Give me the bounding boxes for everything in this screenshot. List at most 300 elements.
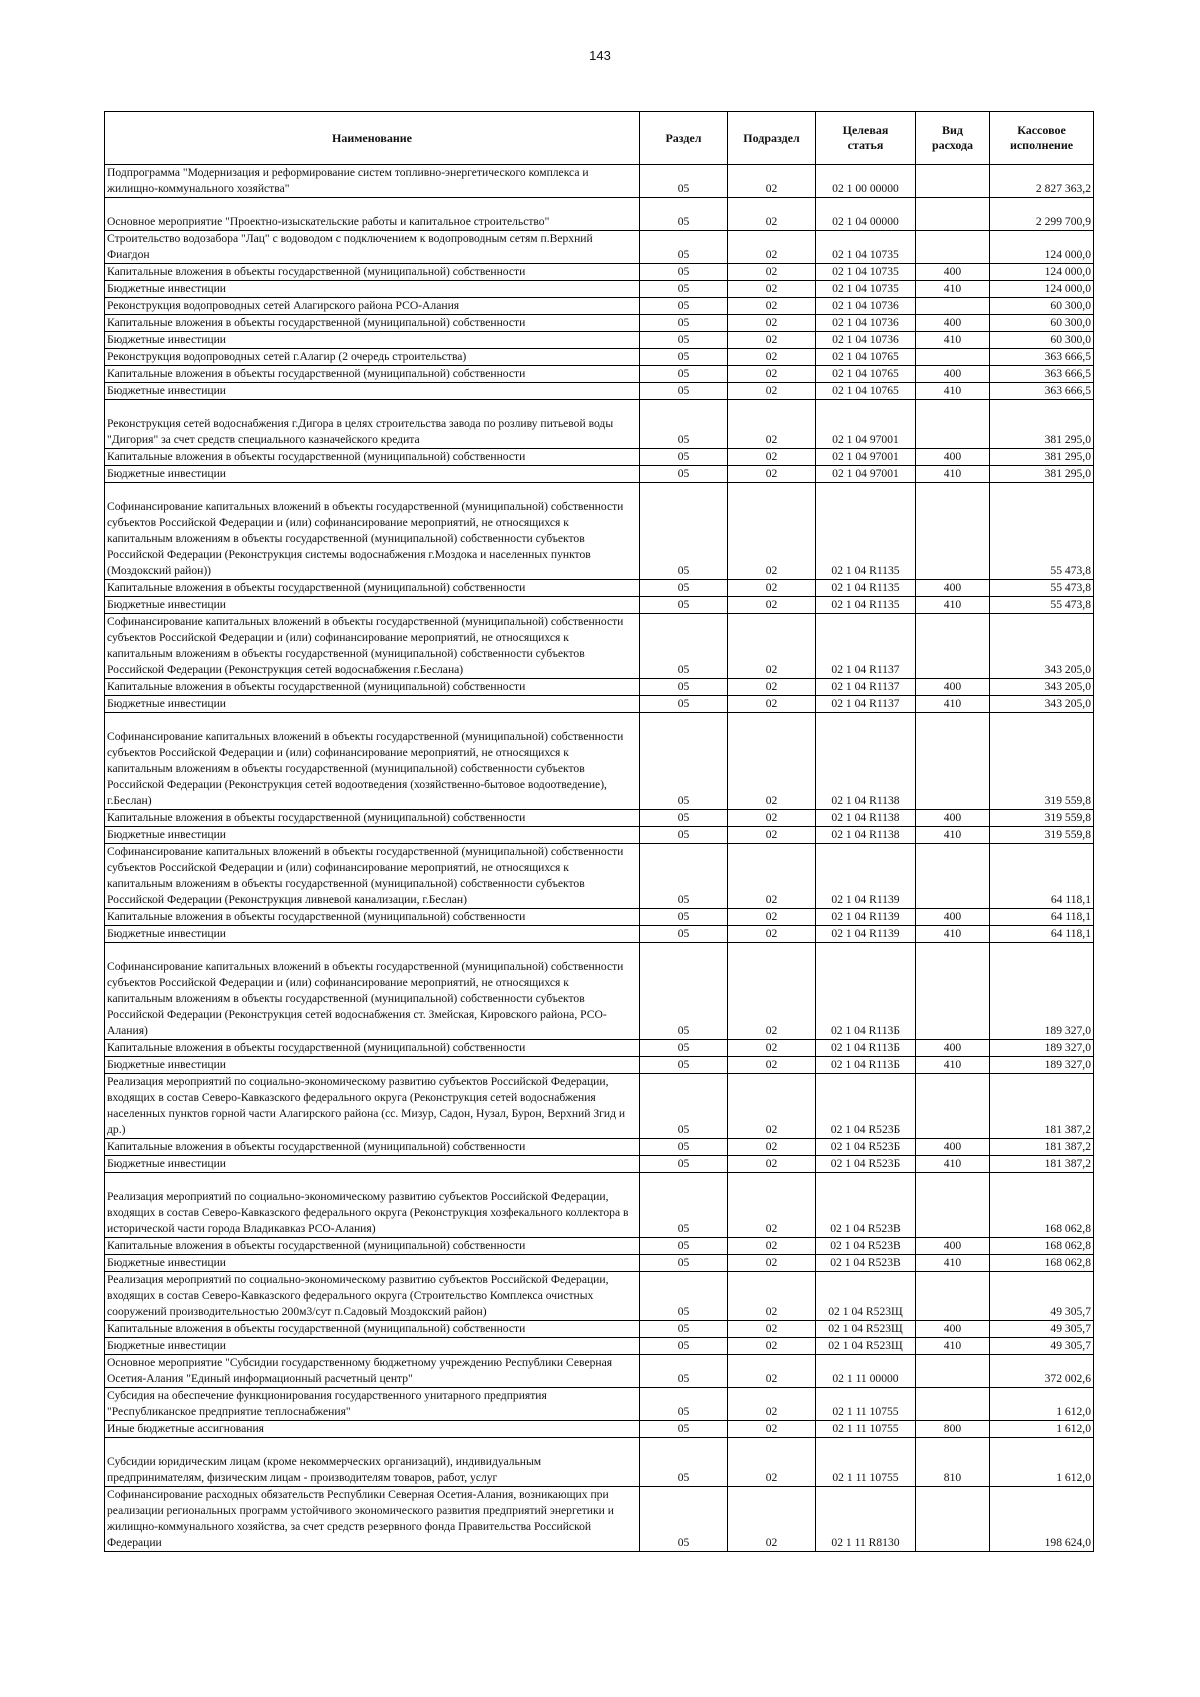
row-name: Бюджетные инвестиции: [105, 1156, 640, 1173]
row-amount: 181 387,2: [990, 1156, 1094, 1173]
row-expense-type: 400: [916, 1040, 990, 1057]
row-section: 05: [640, 614, 728, 679]
row-amount: 343 205,0: [990, 614, 1094, 679]
row-amount: 64 118,1: [990, 909, 1094, 926]
row-expense-type: 400: [916, 264, 990, 281]
header-name: Наименование: [105, 112, 640, 165]
table-row: [105, 909, 1094, 926]
row-subsection: 02: [728, 1057, 816, 1074]
row-target-code: 02 1 04 R1139: [816, 844, 916, 909]
row-subsection: 02: [728, 696, 816, 713]
row-target-code: 02 1 04 R1137: [816, 679, 916, 696]
row-section: 05: [640, 1438, 728, 1487]
row-amount: 181 387,2: [990, 1074, 1094, 1139]
row-subsection: 02: [728, 165, 816, 198]
row-target-code: 02 1 04 10736: [816, 315, 916, 332]
row-amount: 124 000,0: [990, 264, 1094, 281]
row-amount: 60 300,0: [990, 332, 1094, 349]
row-name: Бюджетные инвестиции: [105, 1057, 640, 1074]
row-subsection: 02: [728, 844, 816, 909]
row-section: 05: [640, 349, 728, 366]
row-name: Капитальные вложения в объекты государственной (муниципальной) собственности: [105, 315, 640, 332]
table-row: [105, 810, 1094, 827]
row-expense-type: 410: [916, 926, 990, 943]
row-subsection: 02: [728, 1173, 816, 1238]
header-target-line1: Целевая: [842, 123, 889, 137]
row-target-code: 02 1 04 00000: [816, 198, 916, 231]
row-amount: 2 299 700,9: [990, 198, 1094, 231]
row-section: 05: [640, 679, 728, 696]
row-subsection: 02: [728, 1487, 816, 1552]
row-amount: 363 666,5: [990, 366, 1094, 383]
row-expense-type: [916, 943, 990, 1040]
header-target-article: [816, 112, 916, 165]
row-section: 05: [640, 315, 728, 332]
row-expense-type: 400: [916, 1139, 990, 1156]
table-row: [105, 696, 1094, 713]
row-expense-type: 810: [916, 1438, 990, 1487]
row-section: 05: [640, 943, 728, 1040]
row-amount: 189 327,0: [990, 943, 1094, 1040]
table-row: [105, 1040, 1094, 1057]
row-target-code: 02 1 11 R8130: [816, 1487, 916, 1552]
row-amount: 343 205,0: [990, 696, 1094, 713]
row-expense-type: [916, 713, 990, 810]
row-amount: 124 000,0: [990, 231, 1094, 264]
row-expense-type: 400: [916, 1321, 990, 1338]
row-subsection: 02: [728, 332, 816, 349]
row-section: 05: [640, 1355, 728, 1388]
row-expense-type: [916, 1487, 990, 1552]
row-amount: 181 387,2: [990, 1139, 1094, 1156]
row-subsection: 02: [728, 827, 816, 844]
row-target-code: 02 1 04 R1138: [816, 810, 916, 827]
table-row: [105, 400, 1094, 449]
row-amount: 319 559,8: [990, 713, 1094, 810]
row-subsection: 02: [728, 1040, 816, 1057]
row-expense-type: 400: [916, 909, 990, 926]
row-target-code: 02 1 04 R1137: [816, 614, 916, 679]
row-target-code: 02 1 00 00000: [816, 165, 916, 198]
row-name: Реализация мероприятий по социально-экономическому развитию субъектов Российской Федерации, входящих в состав Северо-Кавказского федерального округа (Реконструкция сетей водоснабжения населенных пунктов горной части Алагирского района (сс. Мизур, Садон, Нузал, Бурон, Верхний Згид и др.): [105, 1074, 640, 1139]
row-amount: 189 327,0: [990, 1040, 1094, 1057]
row-subsection: 02: [728, 198, 816, 231]
row-expense-type: [916, 1388, 990, 1421]
table-row: [105, 844, 1094, 909]
row-target-code: 02 1 11 10755: [816, 1438, 916, 1487]
row-amount: 168 062,8: [990, 1173, 1094, 1238]
table-row: [105, 231, 1094, 264]
row-expense-type: [916, 1074, 990, 1139]
row-section: 05: [640, 926, 728, 943]
row-amount: 343 205,0: [990, 679, 1094, 696]
row-expense-type: 800: [916, 1421, 990, 1438]
row-expense-type: [916, 298, 990, 315]
table-row: [105, 580, 1094, 597]
row-section: 05: [640, 332, 728, 349]
row-section: 05: [640, 1057, 728, 1074]
row-section: 05: [640, 1338, 728, 1355]
row-expense-type: 410: [916, 281, 990, 298]
row-subsection: 02: [728, 466, 816, 483]
row-name: Основное мероприятие "Проектно-изыскательские работы и капитальное строительство": [105, 198, 640, 231]
row-expense-type: [916, 198, 990, 231]
row-expense-type: [916, 1272, 990, 1321]
row-target-code: 02 1 04 R1135: [816, 483, 916, 580]
row-expense-type: [916, 1355, 990, 1388]
row-expense-type: [916, 165, 990, 198]
row-subsection: 02: [728, 943, 816, 1040]
header-cash-execution: [990, 112, 1094, 165]
row-amount: 189 327,0: [990, 1057, 1094, 1074]
row-subsection: 02: [728, 679, 816, 696]
row-subsection: 02: [728, 264, 816, 281]
row-subsection: 02: [728, 383, 816, 400]
row-name: Софинансирование расходных обязательств Республики Северная Осетия-Алания, возникающих при реализации региональных программ устойчивого экономического развития предприятий энергетики и жилищно-коммунального хозяйства, за счет средств резервного фонда Правительства Российской Федерации: [105, 1487, 640, 1552]
row-target-code: 02 1 11 00000: [816, 1355, 916, 1388]
table-row: [105, 315, 1094, 332]
row-target-code: 02 1 04 R523Щ: [816, 1272, 916, 1321]
row-subsection: 02: [728, 810, 816, 827]
row-amount: 319 559,8: [990, 827, 1094, 844]
row-subsection: 02: [728, 926, 816, 943]
row-name: Строительство водозабора "Лац" с водоводом с подключением к водопроводным сетям п.Верхний Фиагдон: [105, 231, 640, 264]
row-target-code: 02 1 04 R1138: [816, 713, 916, 810]
row-target-code: 02 1 04 97001: [816, 400, 916, 449]
row-name: Реконструкция водопроводных сетей г.Алагир (2 очередь строительства): [105, 349, 640, 366]
row-subsection: 02: [728, 231, 816, 264]
table-row: [105, 597, 1094, 614]
header-type-line1: Вид: [942, 123, 963, 137]
row-section: 05: [640, 483, 728, 580]
header-expense-type: [916, 112, 990, 165]
table-row: [105, 1438, 1094, 1487]
row-section: 05: [640, 827, 728, 844]
row-amount: 60 300,0: [990, 315, 1094, 332]
row-name: Бюджетные инвестиции: [105, 827, 640, 844]
row-expense-type: [916, 400, 990, 449]
row-section: 05: [640, 198, 728, 231]
row-section: 05: [640, 1487, 728, 1552]
row-subsection: 02: [728, 1388, 816, 1421]
row-subsection: 02: [728, 1156, 816, 1173]
row-name: Бюджетные инвестиции: [105, 1255, 640, 1272]
row-expense-type: 410: [916, 827, 990, 844]
row-section: 05: [640, 1421, 728, 1438]
header-subsection: Подраздел: [728, 112, 816, 165]
table-row: [105, 1173, 1094, 1238]
header-type-line2: расхода: [931, 138, 974, 152]
row-target-code: 02 1 04 97001: [816, 449, 916, 466]
row-expense-type: [916, 231, 990, 264]
row-section: 05: [640, 383, 728, 400]
row-amount: 168 062,8: [990, 1238, 1094, 1255]
table-row: [105, 1156, 1094, 1173]
row-amount: 198 624,0: [990, 1487, 1094, 1552]
row-target-code: 02 1 04 R1135: [816, 597, 916, 614]
header-amount-line2: исполнение: [1009, 138, 1074, 152]
table-row: [105, 366, 1094, 383]
row-name: Реконструкция сетей водоснабжения г.Дигора в целях строительства завода по розливу питьевой воды "Дигория" за счет средств специального казначейского кредита: [105, 400, 640, 449]
row-subsection: 02: [728, 315, 816, 332]
row-name: Капитальные вложения в объекты государственной (муниципальной) собственности: [105, 679, 640, 696]
table-row: [105, 1139, 1094, 1156]
row-name: Реализация мероприятий по социально-экономическому развитию субъектов Российской Федерации, входящих в состав Северо-Кавказского федерального округа (Реконструкция хозфекального коллектора в исторической части города Владикавказ РСО-Алания): [105, 1173, 640, 1238]
row-name: Бюджетные инвестиции: [105, 281, 640, 298]
header-section: Раздел: [640, 112, 728, 165]
row-section: 05: [640, 165, 728, 198]
row-amount: 64 118,1: [990, 926, 1094, 943]
row-subsection: 02: [728, 1074, 816, 1139]
row-section: 05: [640, 1388, 728, 1421]
row-section: 05: [640, 1139, 728, 1156]
table-row: [105, 1272, 1094, 1321]
table-row: [105, 1057, 1094, 1074]
row-section: 05: [640, 1040, 728, 1057]
row-target-code: 02 1 04 97001: [816, 466, 916, 483]
table-row: [105, 483, 1094, 580]
row-subsection: 02: [728, 1321, 816, 1338]
row-expense-type: 410: [916, 1057, 990, 1074]
table-row: [105, 1255, 1094, 1272]
row-target-code: 02 1 04 10765: [816, 349, 916, 366]
row-expense-type: 410: [916, 696, 990, 713]
row-section: 05: [640, 696, 728, 713]
row-expense-type: [916, 483, 990, 580]
table-row: [105, 614, 1094, 679]
row-subsection: 02: [728, 366, 816, 383]
row-name: Бюджетные инвестиции: [105, 383, 640, 400]
row-section: 05: [640, 909, 728, 926]
row-target-code: 02 1 04 R523Б: [816, 1074, 916, 1139]
row-section: 05: [640, 366, 728, 383]
row-amount: 2 827 363,2: [990, 165, 1094, 198]
table-row: [105, 1074, 1094, 1139]
row-target-code: 02 1 04 R1139: [816, 909, 916, 926]
row-name: Иные бюджетные ассигнования: [105, 1421, 640, 1438]
row-subsection: 02: [728, 349, 816, 366]
row-expense-type: 410: [916, 1338, 990, 1355]
row-amount: 60 300,0: [990, 298, 1094, 315]
row-name: Реализация мероприятий по социально-экономическому развитию субъектов Российской Федерации, входящих в состав Северо-Кавказского федерального округа (Строительство Комплекса очистных сооружений производительностью 200м3/сут п.Садовый Моздокский район): [105, 1272, 640, 1321]
row-expense-type: 410: [916, 1156, 990, 1173]
row-section: 05: [640, 1321, 728, 1338]
row-name: Капитальные вложения в объекты государственной (муниципальной) собственности: [105, 1238, 640, 1255]
row-target-code: 02 1 04 R113Б: [816, 943, 916, 1040]
row-target-code: 02 1 11 10755: [816, 1388, 916, 1421]
row-section: 05: [640, 400, 728, 449]
row-expense-type: 400: [916, 810, 990, 827]
row-section: 05: [640, 1238, 728, 1255]
row-name: Капитальные вложения в объекты государственной (муниципальной) собственности: [105, 264, 640, 281]
row-expense-type: [916, 614, 990, 679]
row-section: 05: [640, 580, 728, 597]
row-name: Реконструкция водопроводных сетей Алагирского района РСО-Алания: [105, 298, 640, 315]
table-row: [105, 713, 1094, 810]
row-name: Софинансирование капитальных вложений в объекты государственной (муниципальной) собственности субъектов Российской Федерации и (или) софинансирование мероприятий, не относящихся к капитальным вложениям в объекты государственной (муниципальной) собственности субъектов Российской Федерации (Реконструкция системы водоснабжения г.Моздока и населенных пунктов (Моздокский район)): [105, 483, 640, 580]
table-row: [105, 1338, 1094, 1355]
row-name: Капитальные вложения в объекты государственной (муниципальной) собственности: [105, 1139, 640, 1156]
row-section: 05: [640, 1173, 728, 1238]
row-target-code: 02 1 04 10736: [816, 298, 916, 315]
table-row: [105, 1238, 1094, 1255]
row-name: Бюджетные инвестиции: [105, 597, 640, 614]
table-row: [105, 827, 1094, 844]
row-target-code: 02 1 04 R113Б: [816, 1040, 916, 1057]
row-name: Софинансирование капитальных вложений в объекты государственной (муниципальной) собственности субъектов Российской Федерации и (или) софинансирование мероприятий, не относящихся к капитальным вложениям в объекты государственной (муниципальной) собственности субъектов Российской Федерации (Реконструкция сетей водоснабжения г.Беслана): [105, 614, 640, 679]
row-amount: 49 305,7: [990, 1338, 1094, 1355]
row-amount: 1 612,0: [990, 1438, 1094, 1487]
row-section: 05: [640, 281, 728, 298]
table-row: [105, 332, 1094, 349]
row-expense-type: 410: [916, 1255, 990, 1272]
row-name: Капитальные вложения в объекты государственной (муниципальной) собственности: [105, 449, 640, 466]
row-target-code: 02 1 04 R523Б: [816, 1139, 916, 1156]
table-row: [105, 298, 1094, 315]
row-target-code: 02 1 04 R523Б: [816, 1156, 916, 1173]
row-section: 05: [640, 449, 728, 466]
row-target-code: 02 1 04 R113Б: [816, 1057, 916, 1074]
row-subsection: 02: [728, 713, 816, 810]
table-row: [105, 1487, 1094, 1552]
row-name: Софинансирование капитальных вложений в объекты государственной (муниципальной) собственности субъектов Российской Федерации и (или) софинансирование мероприятий, не относящихся к капитальным вложениям в объекты государственной (муниципальной) собственности субъектов Российской Федерации (Реконструкция сетей водоснабжения ст. Змейская, Кировского района, РСО-Алания): [105, 943, 640, 1040]
row-name: Капитальные вложения в объекты государственной (муниципальной) собственности: [105, 810, 640, 827]
table-row: [105, 926, 1094, 943]
row-expense-type: 410: [916, 466, 990, 483]
row-subsection: 02: [728, 580, 816, 597]
row-amount: 381 295,0: [990, 400, 1094, 449]
table-row: [105, 1321, 1094, 1338]
table-row: [105, 449, 1094, 466]
row-expense-type: 410: [916, 597, 990, 614]
row-section: 05: [640, 466, 728, 483]
row-name: Бюджетные инвестиции: [105, 1338, 640, 1355]
row-expense-type: [916, 844, 990, 909]
row-amount: 55 473,8: [990, 483, 1094, 580]
table-row: [105, 281, 1094, 298]
row-section: 05: [640, 844, 728, 909]
table-row: [105, 383, 1094, 400]
row-expense-type: 400: [916, 679, 990, 696]
row-subsection: 02: [728, 400, 816, 449]
row-expense-type: [916, 349, 990, 366]
row-name: Субсидия на обеспечение функционирования государственного унитарного предприятия "Республиканское предприятие теплоснабжения": [105, 1388, 640, 1421]
row-expense-type: [916, 1173, 990, 1238]
row-target-code: 02 1 04 10735: [816, 281, 916, 298]
row-amount: 363 666,5: [990, 383, 1094, 400]
row-subsection: 02: [728, 1338, 816, 1355]
row-name: Софинансирование капитальных вложений в объекты государственной (муниципальной) собственности субъектов Российской Федерации и (или) софинансирование мероприятий, не относящихся к капитальным вложениям в объекты государственной (муниципальной) собственности субъектов Российской Федерации (Реконструкция ливневой канализации, г.Беслан): [105, 844, 640, 909]
row-name: Капитальные вложения в объекты государственной (муниципальной) собственности: [105, 909, 640, 926]
row-amount: 124 000,0: [990, 281, 1094, 298]
header-target-line2: статья: [847, 138, 884, 152]
row-expense-type: 400: [916, 315, 990, 332]
budget-table: [104, 111, 1094, 1552]
row-amount: 363 666,5: [990, 349, 1094, 366]
row-amount: 1 612,0: [990, 1388, 1094, 1421]
row-name: Подпрограмма "Модернизация и реформирование систем топливно-энергетического комплекса и жилищно-коммунального хозяйства": [105, 165, 640, 198]
row-subsection: 02: [728, 614, 816, 679]
row-target-code: 02 1 04 10736: [816, 332, 916, 349]
row-target-code: 02 1 04 10765: [816, 366, 916, 383]
row-subsection: 02: [728, 1355, 816, 1388]
row-name: Капитальные вложения в объекты государственной (муниципальной) собственности: [105, 366, 640, 383]
row-amount: 49 305,7: [990, 1321, 1094, 1338]
row-target-code: 02 1 04 R1137: [816, 696, 916, 713]
row-expense-type: 400: [916, 449, 990, 466]
row-subsection: 02: [728, 597, 816, 614]
row-target-code: 02 1 04 R1135: [816, 580, 916, 597]
row-name: Субсидии юридическим лицам (кроме некоммерческих организаций), индивидуальным предпринимателям, физическим лицам - производителям товаров, работ, услуг: [105, 1438, 640, 1487]
row-subsection: 02: [728, 1421, 816, 1438]
row-section: 05: [640, 298, 728, 315]
row-expense-type: 410: [916, 332, 990, 349]
row-expense-type: 410: [916, 383, 990, 400]
row-subsection: 02: [728, 1139, 816, 1156]
row-section: 05: [640, 597, 728, 614]
page-number: 143: [589, 48, 611, 63]
table-row: [105, 198, 1094, 231]
row-section: 05: [640, 1272, 728, 1321]
row-subsection: 02: [728, 1438, 816, 1487]
row-amount: 168 062,8: [990, 1255, 1094, 1272]
table-row: [105, 679, 1094, 696]
row-target-code: 02 1 04 R523В: [816, 1173, 916, 1238]
row-subsection: 02: [728, 909, 816, 926]
row-name: Бюджетные инвестиции: [105, 332, 640, 349]
table-row: [105, 943, 1094, 1040]
table-body: [105, 165, 1094, 1552]
row-subsection: 02: [728, 281, 816, 298]
table-row: [105, 264, 1094, 281]
row-section: 05: [640, 231, 728, 264]
row-expense-type: 400: [916, 1238, 990, 1255]
row-target-code: 02 1 04 R523В: [816, 1238, 916, 1255]
table-row: [105, 466, 1094, 483]
row-target-code: 02 1 04 10765: [816, 383, 916, 400]
table-header-row: [105, 112, 1094, 165]
row-subsection: 02: [728, 1255, 816, 1272]
table-row: [105, 1388, 1094, 1421]
row-amount: 381 295,0: [990, 466, 1094, 483]
row-name: Основное мероприятие "Субсидии государственному бюджетному учреждению Республики Северная Осетия-Алания "Единый информационный расчетный центр": [105, 1355, 640, 1388]
row-target-code: 02 1 11 10755: [816, 1421, 916, 1438]
row-amount: 55 473,8: [990, 597, 1094, 614]
row-amount: 49 305,7: [990, 1272, 1094, 1321]
row-expense-type: 400: [916, 580, 990, 597]
row-subsection: 02: [728, 1272, 816, 1321]
row-amount: 64 118,1: [990, 844, 1094, 909]
row-name: Капитальные вложения в объекты государственной (муниципальной) собственности: [105, 580, 640, 597]
row-section: 05: [640, 1156, 728, 1173]
row-subsection: 02: [728, 298, 816, 315]
row-name: Софинансирование капитальных вложений в объекты государственной (муниципальной) собственности субъектов Российской Федерации и (или) софинансирование мероприятий, не относящихся к капитальным вложениям в объекты государственной (муниципальной) собственности субъектов Российской Федерации (Реконструкция сетей водоотведения (хозяйственно-бытовое водоотведение), г.Беслан): [105, 713, 640, 810]
row-subsection: 02: [728, 483, 816, 580]
row-section: 05: [640, 264, 728, 281]
row-section: 05: [640, 713, 728, 810]
row-target-code: 02 1 04 10735: [816, 231, 916, 264]
row-target-code: 02 1 04 R523Щ: [816, 1338, 916, 1355]
row-amount: 1 612,0: [990, 1421, 1094, 1438]
row-name: Капитальные вложения в объекты государственной (муниципальной) собственности: [105, 1321, 640, 1338]
row-name: Капитальные вложения в объекты государственной (муниципальной) собственности: [105, 1040, 640, 1057]
table-row: [105, 1421, 1094, 1438]
row-target-code: 02 1 04 R523Щ: [816, 1321, 916, 1338]
row-subsection: 02: [728, 1238, 816, 1255]
row-amount: 372 002,6: [990, 1355, 1094, 1388]
row-expense-type: 400: [916, 366, 990, 383]
row-amount: 381 295,0: [990, 449, 1094, 466]
